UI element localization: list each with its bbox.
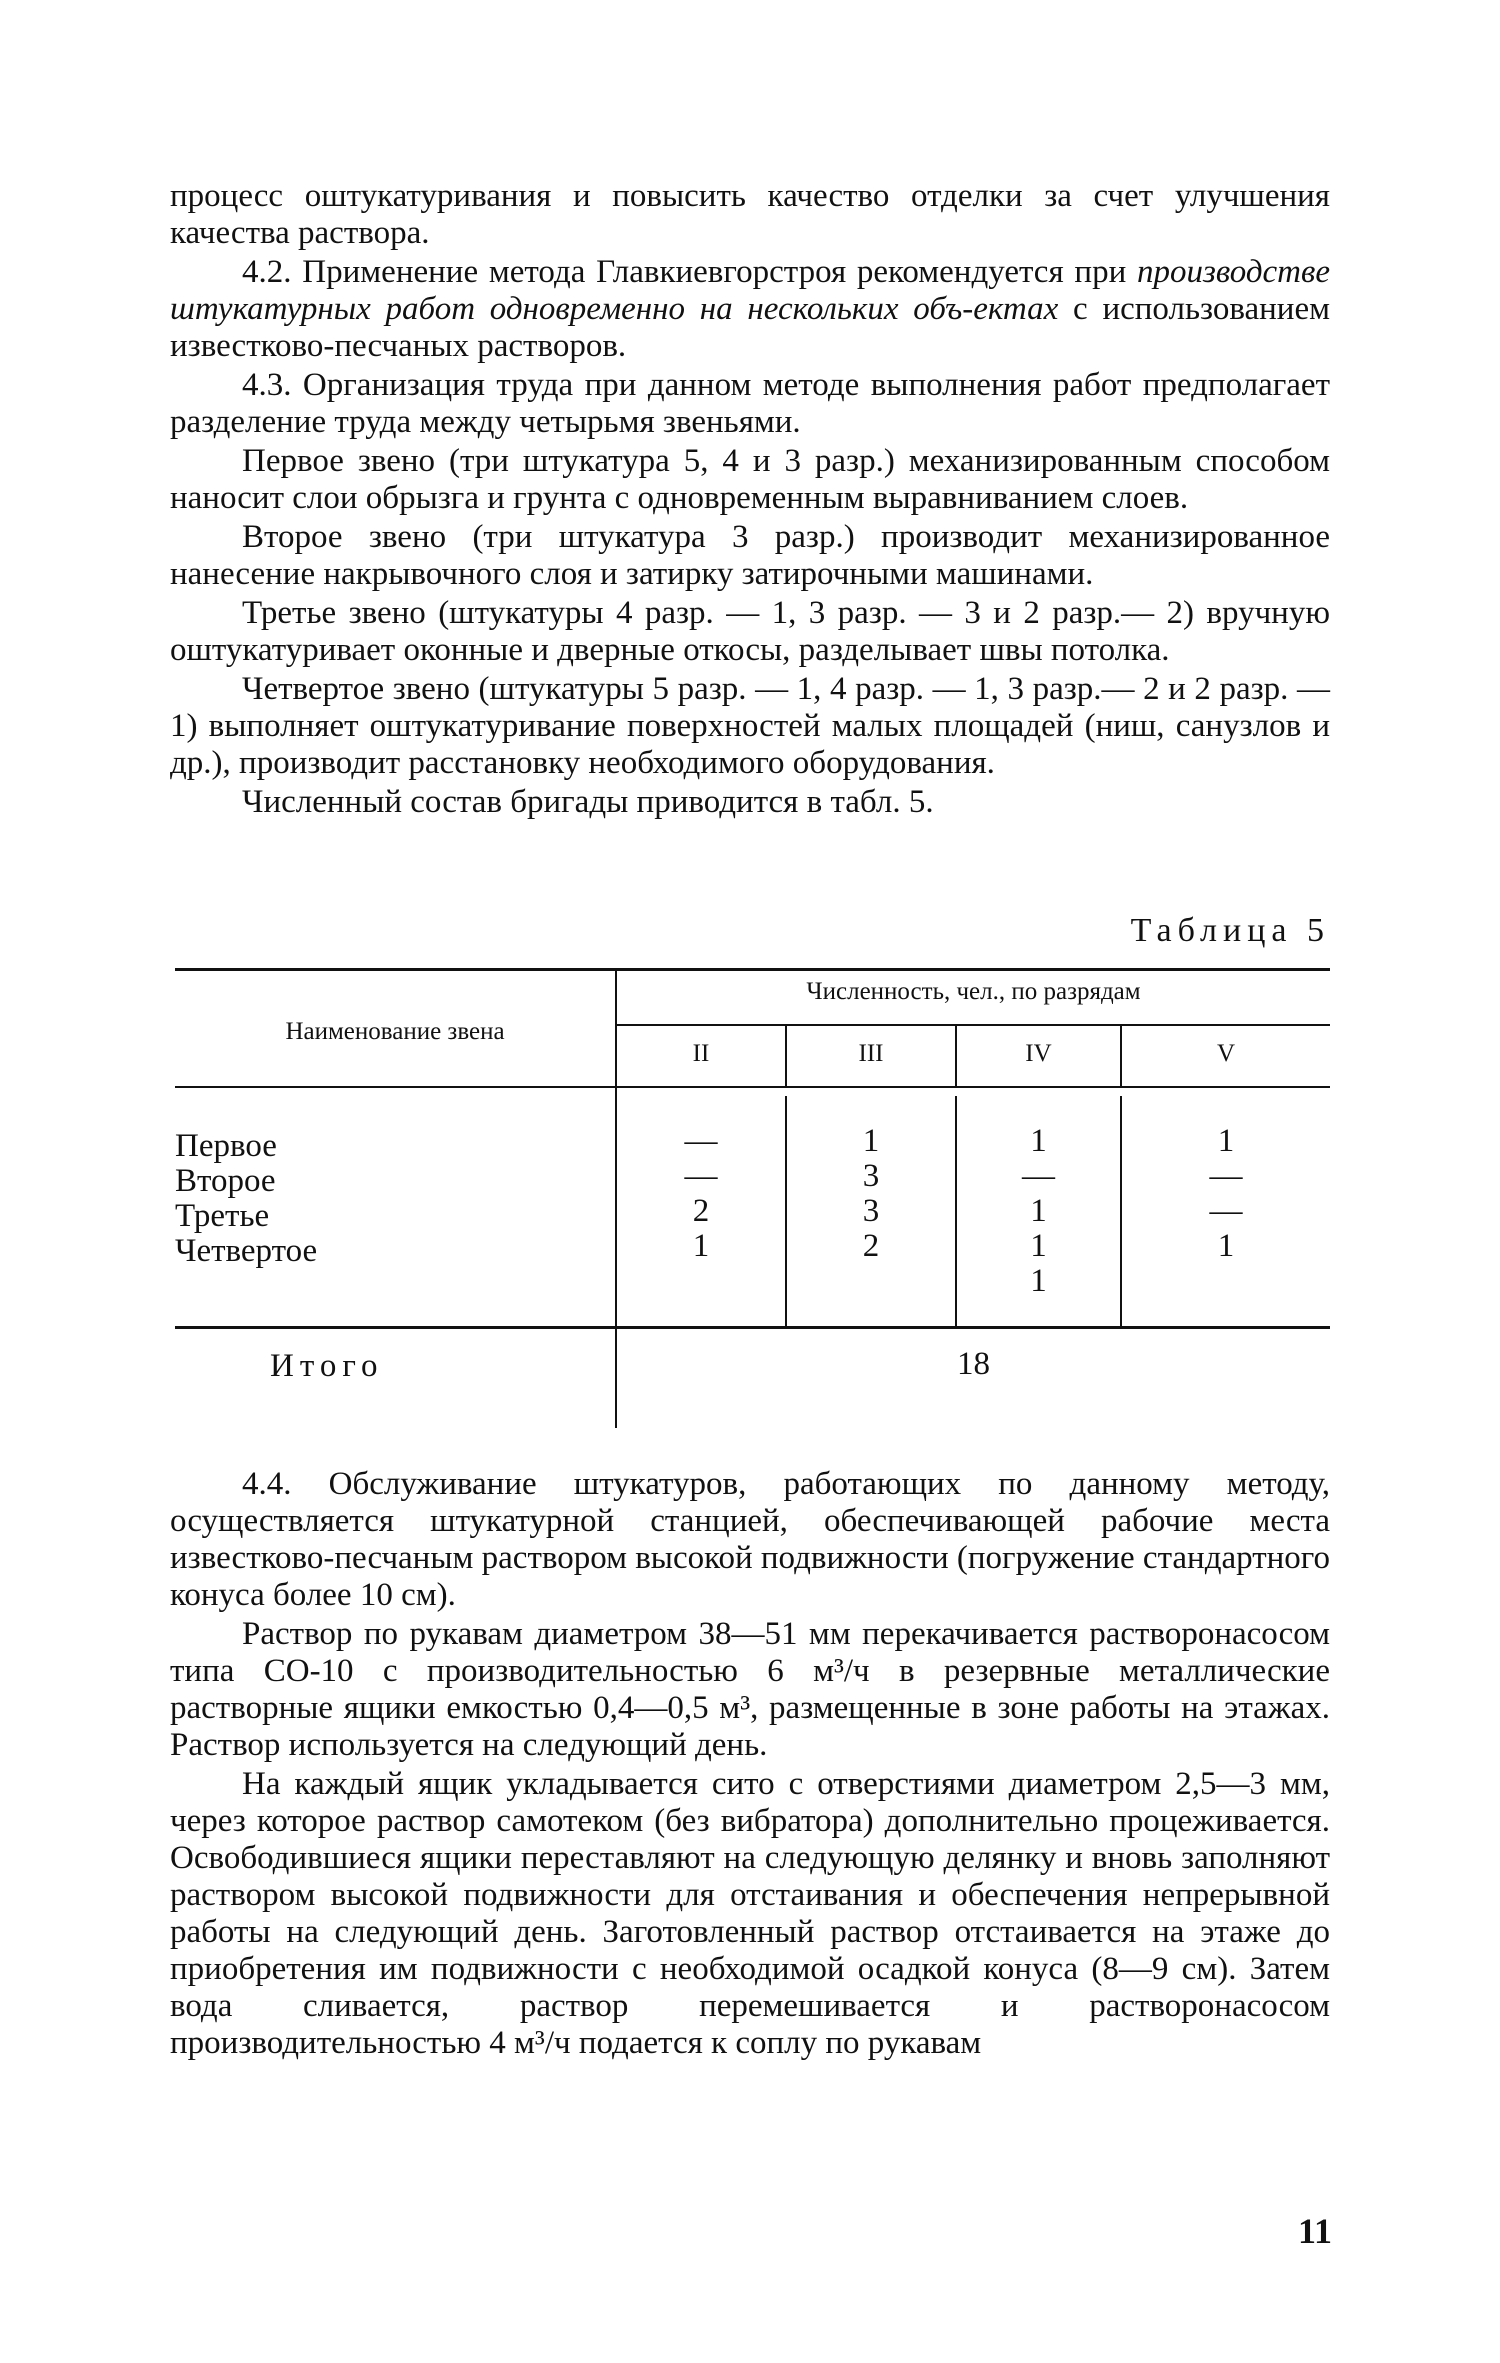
row-name: Четвертое — [175, 1233, 318, 1269]
header-grade: V — [1216, 1040, 1236, 1067]
table-cell: 1 — [1030, 1228, 1047, 1264]
paragraph-4-2 — [170, 254, 1330, 365]
paragraph-4-3: 4.3. Организация труда при данном методе выполнения работ предполагает разделение труда между четырьмя звеньями. — [170, 367, 1330, 440]
table-cell: 1 — [1030, 1193, 1047, 1229]
text-block-bottom — [170, 1466, 1330, 2062]
total-rule — [175, 1326, 1330, 1329]
table-cell: 1 — [692, 1228, 710, 1264]
page-number: 11 — [1297, 2211, 1332, 2251]
paragraph: Численный состав бригады приводится в табл. 5. — [242, 784, 934, 820]
header-grade: III — [858, 1040, 884, 1067]
header-sub-rule — [615, 1024, 1330, 1026]
header-grade: IV — [1025, 1040, 1052, 1067]
table-cell: 3 — [862, 1158, 880, 1194]
table-cell: — — [684, 1158, 718, 1194]
paragraph: Первое звено (три штукатура 5, 4 и 3 разр.) механизированным способом наносит слои обрызга и грунта с одновременным выравниванием слоев. — [170, 443, 1330, 516]
paragraph-text: с использованием известково-песчаных растворов. — [170, 291, 1330, 364]
crew-table — [175, 968, 1330, 1428]
paragraph: Третье звено (штукатуры 4 разр. — 1, 3 разр. — 3 и 2 разр.— 2) вручную оштукатуривает оконные и дверные откосы, разделывает швы потолка. — [170, 595, 1330, 668]
table-cell: — — [1209, 1193, 1243, 1229]
paragraph: процесс оштукатуривания и повысить качество отделки за счет улучшения качества раствора. — [170, 178, 1330, 251]
table-caption: Таблица 5 — [1130, 912, 1330, 949]
row-name: Второе — [175, 1163, 276, 1199]
header-name: Наименование звена — [285, 1018, 505, 1045]
table-cell: — — [684, 1123, 718, 1159]
table-cell: 1 — [1217, 1123, 1235, 1159]
paragraph-text: Применение метода Главкиевгорстроя рекомендуется при — [302, 254, 1138, 290]
table-cell: 1 — [1030, 1263, 1047, 1299]
paragraph: Раствор по рукавам диаметром 38—51 мм перекачивается растворонасосом типа СО-10 с производительностью 6 м³/ч в резервные металлические растворные ящики емкостью 0,4—0,5 м³, размещенные в зоне работы на этажах. Раствор используется на следующий день. — [170, 1616, 1330, 1763]
total-label: Итого — [270, 1348, 384, 1384]
total-value: 18 — [957, 1346, 990, 1382]
header-grade-group: Численность, чел., по разрядам — [806, 978, 1141, 1005]
header-grade: II — [692, 1040, 710, 1067]
table-cell: — — [1022, 1158, 1055, 1194]
paragraph-4-4: 4.4. Обслуживание штукатуров, работающих по данному методу, осуществляется штукатурной станцией, обеспечивающей рабочие места известково-песчаным раствором высокой подвижности (погружение стандартного конуса более 10 см). — [170, 1466, 1331, 1613]
table-top-rule — [175, 968, 1330, 971]
paragraph: Второе звено (три штукатура 3 разр.) производит механизированное нанесение накрывочного слоя и затирку затирочными машинами. — [170, 519, 1330, 592]
row-name: Первое — [175, 1128, 277, 1164]
table-cell: — — [1209, 1158, 1243, 1194]
italic-text: производстве штукатурных работ одновременно на нескольких объ-ектах — [170, 254, 1330, 327]
paragraph: Четвертое звено (штукатуры 5 разр. — 1, 4 разр. — 1, 3 разр.— 2 и 2 разр. — 1) выполняет оштукатуривание поверхностей малых площадей (ниш, санузлов и др.), производит расстановку необходимого оборудования. — [170, 671, 1330, 781]
table-cell: 1 — [862, 1123, 880, 1159]
text-block-top — [170, 178, 1330, 821]
table-cell: 1 — [1217, 1228, 1235, 1264]
table-cell: 1 — [1030, 1123, 1047, 1159]
row-name: Третье — [175, 1198, 270, 1234]
table-cell: 2 — [692, 1193, 710, 1229]
paragraph-number: 4.2. — [242, 254, 292, 290]
table-cell: 3 — [862, 1193, 880, 1229]
header-bottom-rule — [175, 1086, 1330, 1088]
paragraph: На каждый ящик укладывается сито с отверстиями диаметром 2,5—3 мм, через которое раствор самотеком (без вибратора) дополнительно процеживается. Освободившиеся ящики переставляют на следующую делянку и вновь заполняют раствором высокой подвижности для отстаивания и обеспечения непрерывной работы на следующий день. Заготовленный раствор отстаивается на этаже до приобретения им подвижности с необходимой осадкой конуса (8—9 см). Затем вода сливается, раствор перемешивается и растворонасосом производительностью 4 м³/ч подается к соплу по рукавам — [170, 1766, 1330, 2061]
table-cell: 2 — [862, 1228, 880, 1264]
